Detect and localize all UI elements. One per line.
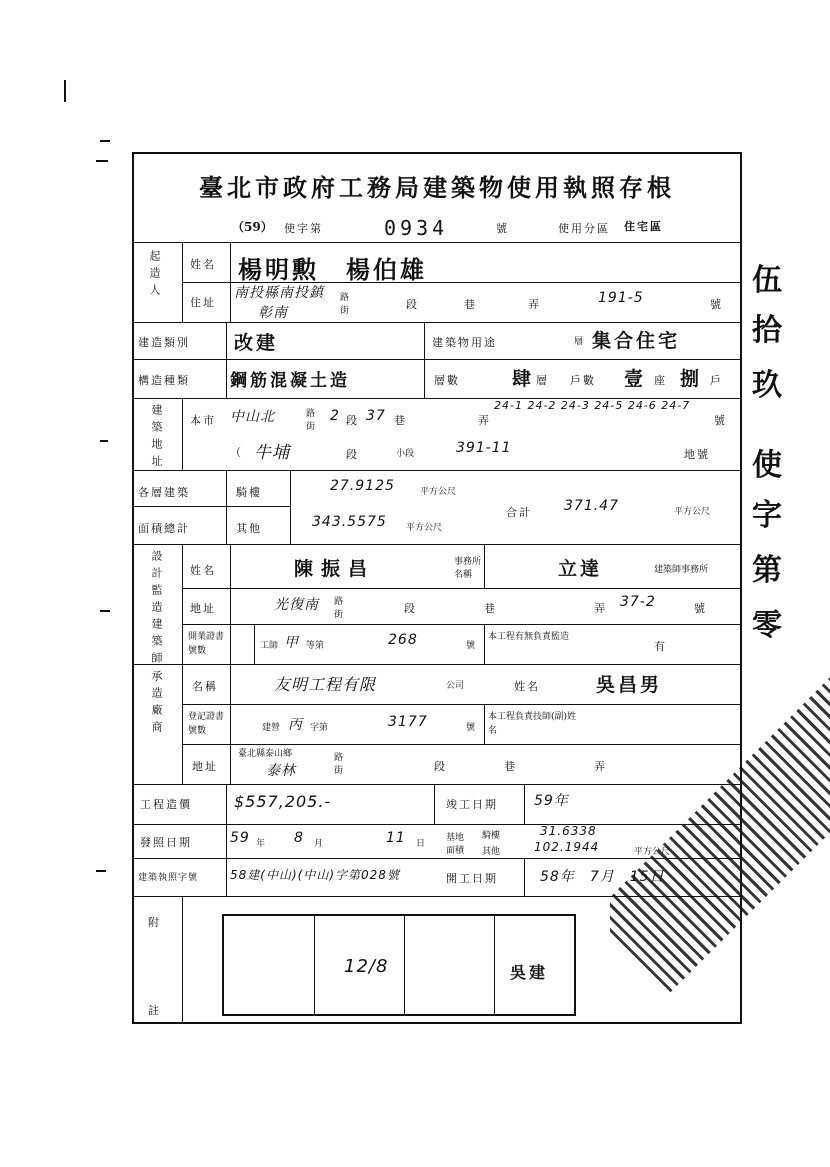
designer-name-value: 陳振昌 (294, 558, 376, 580)
applicant-address-line1: 南投縣南投鎮 (234, 285, 324, 301)
building-permit-label: 建築執照字號 (138, 873, 199, 883)
margin-mark (100, 610, 110, 612)
applicant-lane-label: 巷 (464, 298, 477, 311)
side-text: 伍 (752, 263, 782, 298)
lot-number: 391-11 (456, 440, 512, 456)
issue-label: 發照日期 (140, 836, 192, 849)
stamp-signature: 吳建 (510, 963, 549, 982)
area-total-unit: 平方公尺 (674, 507, 711, 517)
other-area-value: 343.5575 (312, 514, 387, 530)
contractor-address-line2: 泰林 (266, 763, 296, 779)
area-total-value: 371.47 (564, 498, 619, 514)
contractor-person-value: 吳昌男 (596, 674, 663, 696)
structure-label: 構造種類 (138, 374, 190, 387)
applicant-section-field: 段 (406, 298, 419, 311)
registration-mid: 字第 (310, 723, 329, 733)
zone-value: 住宅區 (624, 220, 663, 233)
remarks-label-bottom: 註 (148, 1004, 161, 1017)
registration-prefix: 建營 (262, 723, 281, 733)
applicant-alley-label: 弄 (528, 298, 541, 311)
location-section-field: 段 (346, 414, 359, 427)
area-label-1: 各層建築 (138, 486, 190, 499)
issue-year-unit: 年 (256, 839, 266, 849)
lot-label: 地號 (684, 448, 710, 461)
applicant-number-suffix: 號 (710, 298, 723, 311)
designer-house-number: 37-2 (620, 594, 656, 610)
issue-year: 59 (230, 830, 250, 846)
building-use-value: 集合住宅 (592, 330, 681, 352)
side-text: 玖 (752, 368, 782, 403)
site-arcade-label: 騎樓 (482, 831, 501, 841)
households-value: 壹 (624, 368, 647, 390)
location-lane-label: 巷 (394, 414, 407, 427)
permit-form: 臺北市政府工務局建築物使用執照存根 （59） 使字第 0934 號 使用分區 住宅區 起造人 姓名 楊明勲 楊伯雄 住址 南投縣南投鎮 彰南 路街 段 巷 弄 191-5 號 建造類別 改建 建築物用途 層 集合住宅 構造種類 鋼筋混凝土造 層數 肆 層 戶數 壹 座 捌 戶 建築地址 本市 中山北 路街 2 段 37 巷 弄 24-1 24-2 24-3 24-5 24-6 24-7 號 （ 牛埔 段 小段 391-11 地號 各層建築 面積總計 騎樓 27.9125 平方公尺 其他 343.5575 平方公尺 合計 371.47 平方公尺 設計監造建築師 姓名 陳振昌 事務所名稱 立達 建築師事務所 地址 光復南 路街 段 巷 弄 37-2 號 開業證書號數 工師 甲 等第 268 號 本工程有無負責監造 有 名稱 友明工程有限 公司 姓名 吳昌男 登記證書號數 建營 丙 字第 3177 號 本工程負責技師(副)姓名 地址 臺北縣泰山鄉 泰林 路街 段 巷 弄 承造廠商 工程造價 $557,205.- 竣工日期 59年 發照日期 59 年 8 月 11 日 基地面積 騎樓 其他 31.6338 102.1944 平方公尺 建築執照字號 58建(中山)(中山)字第028號 開工日期 58年 7月 15日 附 註 12/8 吳建 (132, 152, 742, 1024)
designer-address-value: 光復南 (274, 597, 319, 613)
contractor-person-label: 姓名 (514, 680, 540, 693)
supervision-label: 本工程有無負責監造 (488, 632, 570, 642)
sub-section-label: 小段 (396, 449, 415, 459)
license-mid: 等第 (306, 641, 325, 651)
contractor-name-value: 友明工程有限 (274, 675, 377, 694)
applicant-section-label: 起造人 (148, 250, 161, 301)
issue-day-unit: 日 (416, 839, 426, 849)
license-number: 268 (388, 632, 418, 648)
location-alley-label: 弄 (478, 414, 491, 427)
site-arcade-value: 31.6338 (540, 824, 597, 838)
location-road-label: 路街 (306, 409, 316, 432)
land-section-label: 段 (346, 448, 359, 461)
header-row (134, 214, 740, 240)
designer-name-label: 姓名 (190, 564, 216, 577)
structure-value: 鋼筋混凝土造 (230, 371, 350, 391)
applicant-house-number: 191-5 (598, 290, 644, 306)
side-text: 使 (752, 448, 782, 483)
households-unit: 座 (654, 374, 667, 387)
applicant-address-line2: 彰南 (258, 305, 288, 321)
office-value: 立達 (558, 558, 603, 580)
building-use-floor: 層 (574, 337, 584, 347)
designer-section-label: 設計監造建築師 (150, 550, 163, 669)
supervision-value: 有 (654, 640, 667, 653)
contractor-address-label: 地址 (192, 760, 218, 773)
location-number-label: 號 (714, 414, 727, 427)
location-lane-value: 37 (366, 408, 386, 424)
other-area-label: 其他 (236, 522, 262, 535)
arcade-value: 27.9125 (330, 478, 395, 494)
license-suffix: 號 (466, 641, 476, 651)
margin-mark (100, 140, 110, 142)
contractor-address-line1: 臺北縣泰山鄉 (238, 749, 293, 759)
contractor-name-label: 名稱 (192, 680, 218, 693)
building-permit-value: 58建(中山)(中山)字第028號 (230, 868, 400, 882)
registration-label: 登記證書號數 (188, 712, 225, 736)
arcade-label: 騎樓 (236, 486, 262, 499)
designer-lane-label: 巷 (484, 602, 497, 615)
side-text: 字 (752, 498, 782, 533)
side-text: 零 (752, 608, 782, 643)
category-label: 建造類別 (138, 336, 190, 349)
applicant-road-label: 路街 (340, 293, 350, 316)
stamp-date: 12/8 (344, 956, 389, 977)
completion-label: 竣工日期 (446, 798, 498, 811)
other-area-unit: 平方公尺 (406, 523, 443, 533)
category-value: 改建 (234, 332, 279, 354)
location-section-value: 2 (330, 408, 340, 424)
remarks-label-top: 附 (148, 916, 161, 929)
form-title: 臺北市政府工務局建築物使用執照存根 (199, 173, 675, 202)
designer-number-suffix: 號 (694, 602, 707, 615)
registration-grade: 丙 (288, 717, 303, 733)
issue-day: 11 (386, 830, 406, 846)
margin-mark (96, 870, 106, 872)
cost-value: $557,205.- (234, 792, 332, 811)
location-section-label: 建築地址 (150, 404, 163, 472)
permit-suffix: 號 (496, 222, 509, 235)
side-text: 第 (752, 553, 782, 588)
households-value-2: 捌 (680, 368, 703, 390)
site-area-unit: 平方公尺 (634, 847, 671, 857)
cost-label: 工程造價 (140, 798, 192, 811)
applicant-name-label: 姓名 (190, 258, 216, 271)
site-other-value: 102.1944 (534, 840, 600, 854)
license-grade: 甲 (284, 635, 299, 651)
arcade-unit: 平方公尺 (420, 487, 457, 497)
location-alley-values: 24-1 24-2 24-3 24-5 24-6 24-7 (494, 399, 691, 412)
review-stamp (222, 914, 576, 1016)
applicant-name-value: 楊明勲 楊伯雄 (238, 256, 427, 284)
households-unit-2: 戶 (710, 374, 723, 387)
designer-alley-label: 弄 (594, 602, 607, 615)
permit-prefix: 使字第 (284, 222, 323, 235)
registration-suffix: 號 (466, 723, 476, 733)
year-tag: （59） (232, 220, 273, 234)
issue-month-unit: 月 (314, 839, 324, 849)
site-other-label: 其他 (482, 847, 501, 857)
start-date-label: 開工日期 (446, 872, 498, 885)
start-date-value: 58年 7月 15日 (540, 869, 665, 885)
permit-number: 0934 (384, 216, 449, 240)
completion-value: 59年 (534, 793, 569, 809)
margin-mark (100, 440, 108, 442)
site-area-label: 基地面積 (446, 833, 465, 856)
land-section-value: 牛埔 (254, 443, 290, 463)
area-total-label: 合計 (506, 506, 532, 519)
contractor-name-suffix: 公司 (446, 681, 465, 691)
floors-label: 層數 (434, 374, 460, 387)
floors-unit: 層 (536, 374, 549, 387)
area-label-2: 面積總計 (138, 522, 190, 535)
license-label: 開業證書號數 (188, 632, 225, 656)
contractor-alley-label: 弄 (594, 760, 607, 773)
contractor-lane-label: 巷 (504, 760, 517, 773)
households-label: 戶數 (570, 374, 596, 387)
registration-number: 3177 (388, 714, 428, 730)
designer-address-label: 地址 (190, 602, 216, 615)
issue-month: 8 (294, 830, 304, 846)
designer-road-label: 路街 (334, 597, 344, 620)
location-city: 本市 (190, 414, 216, 427)
zone-label: 使用分區 (558, 222, 610, 235)
floors-value: 肆 (512, 368, 535, 390)
contractor-section-label: 承造廠商 (150, 670, 163, 738)
building-use-label: 建築物用途 (432, 336, 497, 349)
contractor-road-label: 路街 (334, 753, 344, 776)
license-prefix: 工師 (260, 641, 279, 651)
location-road-value: 中山北 (230, 409, 275, 425)
contractor-section-field: 段 (434, 760, 447, 773)
designer-section-field: 段 (404, 602, 417, 615)
margin-mark (96, 160, 108, 162)
office-suffix: 建築師事務所 (654, 565, 709, 575)
office-label: 事務所名稱 (454, 557, 482, 580)
applicant-address-label: 住址 (190, 296, 216, 309)
technician-label: 本工程負責技師(副)姓名 (488, 712, 577, 736)
side-text: 拾 (752, 313, 782, 348)
margin-mark (64, 80, 66, 102)
